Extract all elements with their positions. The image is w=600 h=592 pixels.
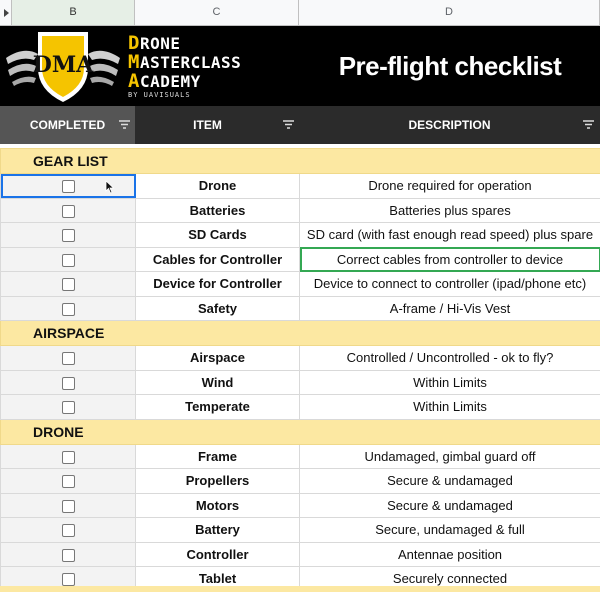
header-completed[interactable]: [0, 106, 135, 144]
checkbox[interactable]: [62, 180, 75, 193]
table-row: [1, 272, 600, 297]
description-cell[interactable]: Device to connect to controller (ipad/phone etc): [300, 272, 600, 297]
dma-shield-logo-icon: [4, 28, 122, 104]
header-description-label: DESCRIPTION: [408, 118, 491, 132]
description-cell[interactable]: Controlled / Uncontrolled - ok to fly?: [300, 346, 600, 371]
section-label[interactable]: DRONE: [1, 419, 600, 444]
corner-triangle-icon: [4, 9, 9, 17]
mouse-pointer-icon: [105, 180, 115, 194]
description-cell[interactable]: Secure & undamaged: [300, 469, 600, 494]
completed-cell[interactable]: [1, 198, 136, 223]
section-row-gear-list: [1, 149, 600, 174]
column-header-c[interactable]: C: [135, 0, 299, 25]
section-row-airspace: [1, 321, 600, 346]
checkbox[interactable]: [62, 573, 75, 586]
completed-cell[interactable]: [1, 469, 136, 494]
item-cell[interactable]: Airspace: [136, 346, 300, 371]
completed-cell[interactable]: [1, 247, 136, 272]
completed-cell[interactable]: [1, 174, 136, 199]
item-cell[interactable]: Propellers: [136, 469, 300, 494]
item-cell[interactable]: Controller: [136, 542, 300, 567]
brand-byline: BY UAVISUALS: [128, 91, 191, 99]
item-cell[interactable]: Battery: [136, 518, 300, 543]
table-row: [1, 247, 600, 272]
completed-cell[interactable]: [1, 493, 136, 518]
checkbox[interactable]: [62, 377, 75, 390]
item-cell[interactable]: Wind: [136, 370, 300, 395]
checkbox[interactable]: [62, 205, 75, 218]
bottom-band: [0, 586, 600, 592]
completed-cell[interactable]: [1, 444, 136, 469]
item-cell[interactable]: Tablet: [136, 567, 300, 592]
checkbox[interactable]: [62, 254, 75, 267]
checkbox[interactable]: [62, 278, 75, 291]
completed-cell[interactable]: [1, 346, 136, 371]
description-cell[interactable]: Drone required for operation: [300, 174, 600, 199]
table-row: [1, 493, 600, 518]
description-cell[interactable]: Within Limits: [300, 395, 600, 420]
item-cell[interactable]: Frame: [136, 444, 300, 469]
description-cell[interactable]: Correct cables from controller to device: [300, 247, 600, 272]
item-cell[interactable]: Device for Controller: [136, 272, 300, 297]
table-row: [1, 469, 600, 494]
checkbox[interactable]: [62, 352, 75, 365]
description-cell[interactable]: Undamaged, gimbal guard off: [300, 444, 600, 469]
description-cell[interactable]: Secure, undamaged & full: [300, 518, 600, 543]
checklist-table: [0, 148, 600, 592]
filter-icon[interactable]: [119, 120, 130, 129]
table-row: [1, 346, 600, 371]
description-cell[interactable]: Antennae position: [300, 542, 600, 567]
description-cell[interactable]: Secure & undamaged: [300, 493, 600, 518]
page-title: Pre-flight checklist: [338, 51, 562, 81]
completed-cell[interactable]: [1, 272, 136, 297]
table-row: [1, 370, 600, 395]
item-cell[interactable]: Temperate: [136, 395, 300, 420]
completed-cell[interactable]: [1, 542, 136, 567]
table-row: [1, 296, 600, 321]
completed-cell[interactable]: [1, 296, 136, 321]
logo-text: DMA: [32, 52, 94, 78]
description-cell[interactable]: SD card (with fast enough read speed) plus spare: [300, 223, 600, 248]
table-row: [1, 518, 600, 543]
description-cell[interactable]: Within Limits: [300, 370, 600, 395]
item-cell[interactable]: Batteries: [136, 198, 300, 223]
description-cell[interactable]: A-frame / Hi-Vis Vest: [300, 296, 600, 321]
item-cell[interactable]: SD Cards: [136, 223, 300, 248]
checkbox[interactable]: [62, 475, 75, 488]
section-label[interactable]: GEAR LIST: [1, 149, 600, 174]
item-cell[interactable]: Safety: [136, 296, 300, 321]
checkbox[interactable]: [62, 500, 75, 513]
checkbox[interactable]: [62, 549, 75, 562]
filter-icon[interactable]: [283, 120, 294, 129]
table-row: [1, 174, 600, 199]
item-cell[interactable]: Drone: [136, 174, 300, 199]
table-row: [1, 198, 600, 223]
completed-cell[interactable]: [1, 395, 136, 420]
checkbox[interactable]: [62, 451, 75, 464]
column-header-b[interactable]: B: [12, 0, 135, 25]
checkbox[interactable]: [62, 303, 75, 316]
completed-cell[interactable]: [1, 370, 136, 395]
completed-cell[interactable]: [1, 518, 136, 543]
checkbox[interactable]: [62, 229, 75, 242]
filter-icon[interactable]: [583, 120, 594, 129]
completed-cell[interactable]: [1, 223, 136, 248]
table-row: [1, 444, 600, 469]
column-header-bar: [0, 0, 600, 26]
table-row: [1, 223, 600, 248]
section-label[interactable]: AIRSPACE: [1, 321, 600, 346]
checkbox[interactable]: [62, 524, 75, 537]
banner: [0, 26, 600, 106]
header-completed-label: COMPLETED: [29, 118, 106, 132]
section-row-drone: [1, 419, 600, 444]
select-all-corner[interactable]: [0, 0, 12, 25]
header-item-label: ITEM: [193, 118, 222, 132]
column-header-d[interactable]: D: [299, 0, 600, 25]
description-cell[interactable]: Securely connected: [300, 567, 600, 592]
description-cell[interactable]: Batteries plus spares: [300, 198, 600, 223]
brand-name: DRONE MASTERCLASS ACADEMY BY UAVISUALS: [128, 32, 242, 99]
table-row: [1, 542, 600, 567]
item-cell[interactable]: Motors: [136, 493, 300, 518]
table-row: [1, 395, 600, 420]
checkbox[interactable]: [62, 401, 75, 414]
item-cell[interactable]: Cables for Controller: [136, 247, 300, 272]
header-description[interactable]: [299, 106, 600, 144]
table-header-row: [0, 106, 600, 144]
header-item[interactable]: [135, 106, 299, 144]
